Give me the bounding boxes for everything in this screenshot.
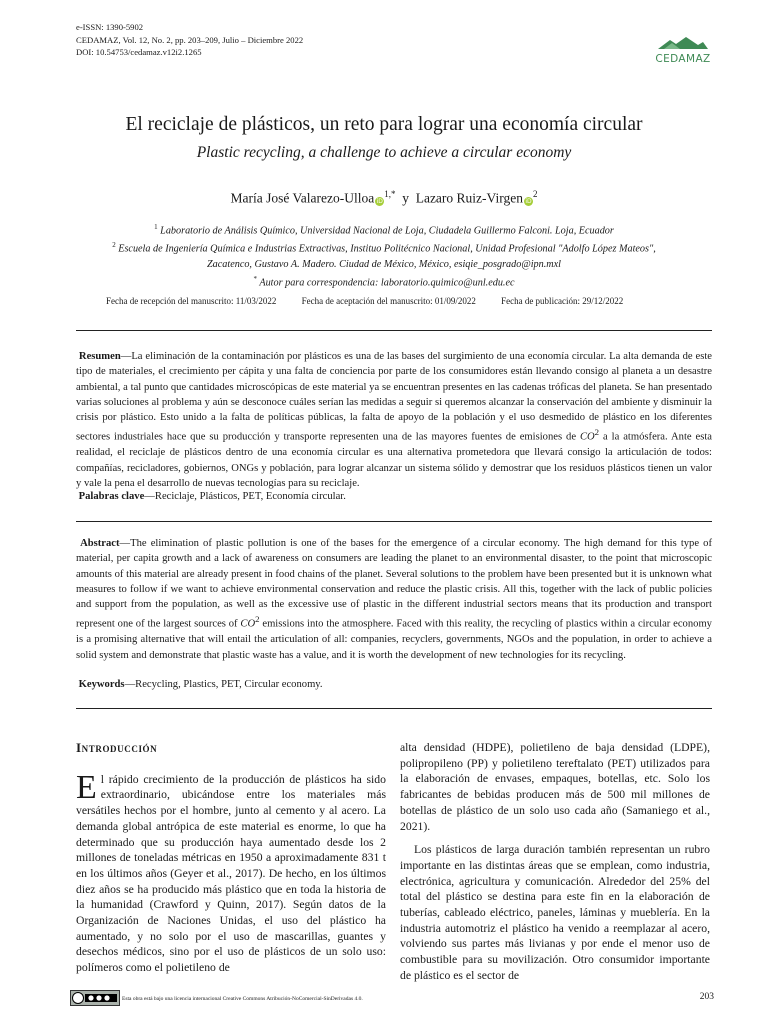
affiliation-text: Laboratorio de Análisis Químico, Universidad Nacional de Loja, Ciudadela Guillermo Falconi. Loja, Ecuador (160, 225, 614, 237)
journal-logo (652, 36, 714, 65)
co2-sup: 2 (255, 614, 260, 625)
palabras-clave (76, 491, 712, 502)
issn: e-ISSN: 1390-5902 (76, 22, 144, 32)
author-2-sup: 2 (532, 189, 538, 199)
paper-subtitle: Plastic recycling, a challenge to achieve a circular economy (196, 144, 572, 161)
keywords-label: Keywords (78, 679, 125, 690)
header-meta (76, 21, 303, 59)
mountain-logo-icon (656, 36, 710, 50)
co2-symbol: CO (579, 432, 595, 444)
palabras-text: —Reciclaje, Plásticos, PET, Economía circular. (144, 491, 346, 502)
affiliation-1 (0, 220, 768, 238)
co2-symbol: CO (240, 619, 256, 631)
divider (76, 330, 712, 331)
divider (76, 708, 712, 709)
affiliation-2-cont: Zacatenco, Gustavo A. Madero. Ciudad de México, México, esiqie_posgrado@ipn.mxl (207, 258, 561, 270)
palabras-label: Palabras clave (78, 491, 145, 502)
affiliation-text: Escuela de Ingeniería Química e Industrias Extractivas, Instituo Politécnico Nacional, Unidad Profesional "Adolfo López Mateos", (118, 243, 656, 255)
intro-paragraph-2: alta densidad (HDPE), polietileno de baja densidad (LDPE), polipropileno (PP) y polietileno tereftalato (PET) utilizados para la elaboración de envases, empaques, botellas, etc. Solo los fabricantes de bebidas producen más de 500 mil millones de botellas de plástico de un solo uso cada año (Samaniego et al., 2021). (400, 741, 710, 833)
date-accepted: Fecha de aceptación del manuscrito: 01/09/2022 (301, 296, 476, 306)
citation: CEDAMAZ, Vol. 12, No. 2, pp. 203–209, Julio – Diciembre 2022 (76, 34, 304, 45)
drop-cap: E (76, 768, 97, 806)
affiliation-num: 1 (154, 223, 158, 231)
resumen-label: Resumen (78, 351, 121, 362)
paper-title: El reciclaje de plásticos, un reto para lograr una economía circular (125, 114, 643, 135)
date-published: Fecha de publicación: 29/12/2022 (501, 296, 624, 306)
intro-paragraph-1 (76, 768, 386, 976)
keywords (76, 679, 712, 690)
intro-paragraph-3: Los plásticos de larga duración también representan un rubro importante en las distintas áreas que se emplean, como industria, electrónica, agricultura y comunicación. Alrededor del 25% del total del plástico se destina para este fin en la elaboración de tuberías, cableado eléctrico, paneles, láminas y mueblería. En la industria automotriz el plástico ha venido a reemplazar al acero, volviendo sus partes más livianas y por ende el menor uso de combustible para su movilización. Otro consumidor importante de plástico es el sector de (400, 843, 710, 982)
author-1: María José Valarezo-Ulloa (230, 190, 375, 206)
manuscript-dates (106, 296, 623, 306)
co2-sup: 2 (594, 427, 600, 438)
affiliation-num: 2 (112, 241, 116, 250)
abstract-text-cont: emissions into the atmosphere. Faced with this reality, the recycling of plastics within a circular economy is a promising alternative that will entail the articulation of all: companies, recyclers, governments, NGOs and the population, in order to achieve a solid system and demonstrate that plastic waste has a value, and it is worth the development of new technologies for its recycling. (76, 619, 712, 661)
orcid-icon[interactable]: iD (376, 197, 383, 205)
divider (76, 521, 712, 522)
affiliations (0, 220, 768, 290)
section-heading: Introducción (76, 740, 158, 755)
license-text: Esta obra está bajo una licencia internacional Creative Commons Atribución-NoComercial-SinDerivadas 4.0. (122, 996, 363, 1002)
resumen-text: —La eliminación de la contaminación por plásticos es una de las bases del surgimiento de una economía circular. La alta demanda de este tipo de materiales, el crecimiento per cápita y una falta de conciencia por parte de los consumidores están llevando consigo al planeta a un desastre ambiental, a tal punto que cantidades microscópicas de este material ya se encuentran presentes en las cadenas tróficas del planeta. Se han presentado varias soluciones al problema y aún se desconoce cuáles serían las medidas a seguir si queremos alcanzar la conservación del ambiente y disminuir la crisis por plástico. Esto unido a la falta de políticas públicas, la falta de apoyo de la población y el uso desmedido de plástico en los diferentes sectores industriales hace que su producción y transporte representen una de las mayores fuentes de emisiones de (76, 351, 712, 444)
corr-text: Autor para correspondencia: laboratorio.quimico@unl.edu.ec (259, 277, 515, 289)
abstract-block (76, 536, 712, 663)
left-column (76, 740, 386, 984)
intro-p1-text: l rápido crecimiento de la producción de plásticos ha sido extraordinario, ubicándose entre los materiales más versátiles hechos por el hombre, junto al cemento y al acero. La demanda global antrópica de este material es enorme, lo que ha determinado que su producción haya aumentado desde los 2 millones de toneladas métricas en 1950 a aproximadamente 831 t en los últimos años (Geyer et al., 2017). De hecho, en los últimos diez años se ha producido más plástico que en toda la historia de la humanidad (Crawford y Quinn, 2017). Según datos de la Organización de Naciones Unidas, el uso del plástico ha aumentado, y no solo por el uso de mascarillas, guantes y desechos médicos, sino por el uso de plásticos de un solo uso: polímeros como el polietileno de (76, 772, 386, 975)
resumen-text-cont: a la atmósfera. Ante esta realidad, el reciclaje de plásticos dentro de una economía circular es una alternativa prometedora que llevará consigo la articulación de todos: compañías, recicladores, gobiernos, ONGs y población, para lograr alcanzar un sistema sólido y demostrar que los residuos plásticos tienen un valor y vale la pena el desarrollo de nuevas tecnologías para su reciclaje. (76, 432, 712, 489)
author-2: Lazaro Ruiz-Virgen (415, 190, 523, 206)
corr-symbol: * (253, 274, 257, 283)
page-number: 203 (699, 992, 714, 1002)
keywords-text: —Recycling, Plastics, PET, Circular economy. (124, 679, 323, 690)
logo-text: CEDAMAZ (655, 53, 711, 65)
orcid-icon[interactable]: iD (525, 197, 532, 205)
right-column (400, 740, 710, 992)
abstract-label: Abstract (80, 538, 120, 549)
resumen-block (76, 349, 712, 491)
corresponding-author (0, 272, 768, 290)
author-1-sup: 1,* (384, 189, 396, 199)
cc-license-badge-icon[interactable] (70, 990, 120, 1006)
abstract-text: —The elimination of plastic pollution is one of the bases for the emergence of a circular economy. The high demand for this type of material, per capita growth and a lack of awareness on consumers are leading the planet to an environmental disaster, to the point that microscopic amounts of this material are already present in food chains of the planet. Several solutions to the problem have been presented but it is unknown what measures to follow if we want to achieve environmental conservation and reduce the plastic crisis. All this, together with the lack of public policies and support from the population, as well as the excessive use of plastic in the different industrial sectors means that its production and transport represent one of the largest sources of (76, 538, 712, 631)
doi: DOI: 10.54753/cedamaz.v12i2.1265 (76, 47, 202, 57)
author-list (0, 189, 768, 207)
author-connector: y (402, 190, 409, 206)
affiliation-2 (0, 238, 768, 256)
date-received: Fecha de recepción del manuscrito: 11/03/2022 (106, 296, 277, 306)
